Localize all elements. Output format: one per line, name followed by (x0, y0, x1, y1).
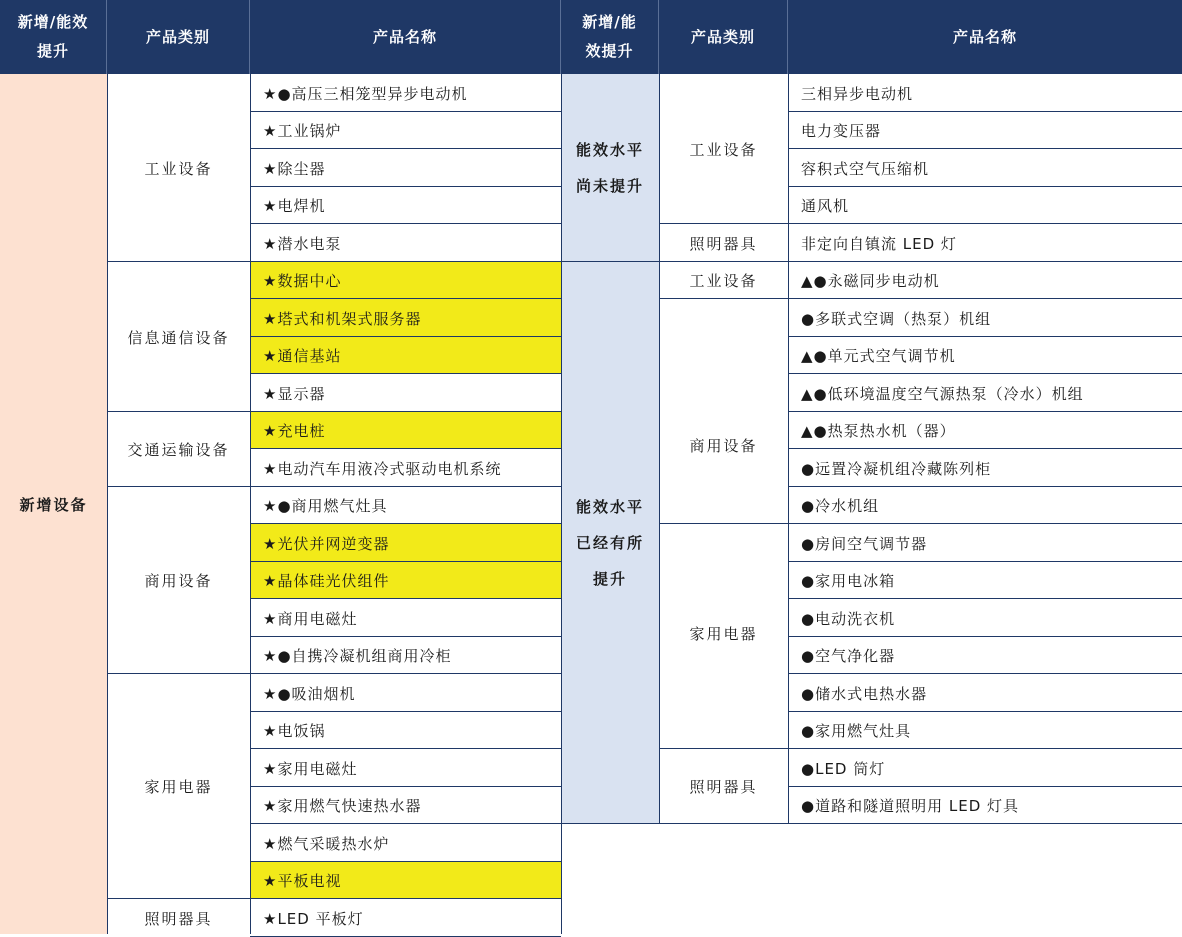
left-category-5-text: 照明器具 (144, 909, 213, 928)
grid-line (250, 373, 561, 374)
new-equipment-label: 新增设备 (19, 495, 88, 514)
right-product-row-text: ●道路和隧道照明用 LED 灯具 (801, 797, 1020, 815)
left-product-row-text: ★光伏并网逆变器 (263, 534, 390, 553)
right-product-row-text: ●房间空气调节器 (801, 534, 928, 553)
grid-line (788, 111, 1182, 112)
header-col2 (107, 0, 250, 74)
right-product-row (788, 412, 1182, 449)
left-category-2 (107, 412, 250, 487)
right-product-row (788, 749, 1182, 787)
left-product-row-text: ★显示器 (263, 384, 326, 403)
grid-line (788, 186, 1182, 187)
left-category-4-text: 家用电器 (144, 778, 213, 796)
right-category-2-text: 工业设备 (689, 272, 758, 290)
grid-line (250, 186, 561, 187)
right-product-row-text: ▲●热泵热水机（器） (801, 422, 956, 440)
right-product-row-text: 三相异步电动机 (801, 84, 914, 103)
grid-line (107, 261, 250, 262)
grid-line (250, 74, 251, 934)
grid-line (250, 336, 561, 337)
grid-line (659, 223, 788, 224)
right-product-row-text: ▲●低环境温度空气源热泵（冷水）机组 (801, 384, 1084, 403)
grid-line (788, 823, 1182, 824)
right-product-row-text: ▲●单元式空气调节机 (801, 347, 956, 365)
left-category-3-text: 商用设备 (144, 572, 213, 590)
right-product-row (788, 74, 1182, 112)
right-category-0 (659, 74, 788, 224)
grid-line (788, 486, 1182, 487)
grid-line (788, 786, 1182, 787)
left-product-row (250, 262, 561, 299)
grid-line (788, 636, 1182, 637)
grid-line (107, 411, 250, 412)
left-product-row-text: ★潜水电泵 (263, 234, 342, 253)
right-product-row (788, 674, 1182, 712)
left-product-row-text: ★商用电磁灶 (263, 609, 358, 628)
grid-line (250, 711, 561, 712)
grid-line (659, 823, 788, 824)
left-product-row-text: ★电饭锅 (263, 722, 326, 740)
left-product-row (250, 187, 561, 224)
left-product-row (250, 487, 561, 524)
grid-line (788, 373, 1182, 374)
right-category-3 (659, 299, 788, 524)
left-category-0-text: 工业设备 (144, 159, 213, 178)
header-col3-label: 产品名称 (372, 27, 437, 46)
right-product-row (788, 374, 1182, 412)
left-product-row (250, 374, 561, 412)
right-product-row-text: ●多联式空调（热泵）机组 (801, 309, 992, 328)
efficiency-group-0 (561, 74, 659, 262)
header-col6-label: 产品名称 (952, 27, 1017, 46)
header-col4 (561, 0, 659, 74)
grid-line (788, 448, 1182, 449)
grid-line (788, 748, 1182, 749)
right-product-row (788, 787, 1182, 824)
grid-line (788, 298, 1182, 299)
grid-line (250, 636, 561, 637)
right-category-5 (659, 749, 788, 824)
grid-line (250, 523, 561, 524)
left-product-row-text: ★家用电磁灶 (263, 759, 358, 778)
grid-line (659, 298, 788, 299)
left-product-row (250, 899, 561, 937)
left-product-row (250, 449, 561, 487)
left-product-row-text: ★●吸油烟机 (263, 684, 356, 703)
right-category-4-text: 家用电器 (689, 625, 758, 643)
left-product-row-text: ★LED 平板灯 (263, 909, 364, 928)
grid-line (788, 561, 1182, 562)
right-category-2 (659, 262, 788, 299)
grid-line (250, 223, 561, 224)
right-product-row-text: 容积式空气压缩机 (801, 159, 930, 178)
header-col1 (0, 0, 107, 74)
left-product-row (250, 412, 561, 449)
grid-line (788, 74, 789, 824)
right-product-row-text: ●冷水机组 (801, 497, 880, 515)
grid-line (107, 486, 250, 487)
grid-line (250, 786, 561, 787)
right-product-row-text: 通风机 (801, 197, 850, 215)
grid-line (788, 711, 1182, 712)
right-category-5-text: 照明器具 (689, 778, 758, 796)
right-product-row (788, 187, 1182, 224)
grid-line (788, 148, 1182, 149)
grid-line (250, 748, 561, 749)
left-product-row-text: ★平板电视 (263, 872, 342, 890)
right-product-row-text: ●电动洗衣机 (801, 609, 896, 628)
grid-line (250, 148, 561, 149)
right-product-row (788, 149, 1182, 187)
grid-line (659, 261, 788, 262)
left-product-row (250, 224, 561, 262)
header-col6 (788, 0, 1182, 74)
left-product-row (250, 637, 561, 674)
grid-line (250, 598, 561, 599)
left-product-row (250, 74, 561, 112)
right-product-row-text: ●家用电冰箱 (801, 572, 896, 590)
left-product-row (250, 599, 561, 637)
right-product-row (788, 112, 1182, 149)
grid-line (250, 261, 561, 262)
left-product-row (250, 112, 561, 149)
right-product-row-text: 非定向自镇流 LED 灯 (801, 234, 957, 253)
grid-line (250, 298, 561, 299)
left-product-row-text: ★电焊机 (263, 197, 326, 215)
header-col5 (659, 0, 788, 74)
left-product-row (250, 562, 561, 599)
left-product-row (250, 674, 561, 712)
grid-line (107, 898, 250, 899)
left-category-3 (107, 487, 250, 674)
left-product-row-text: ★●高压三相笼型异步电动机 (263, 84, 468, 103)
right-product-row-text: ▲●永磁同步电动机 (801, 272, 940, 290)
left-category-0 (107, 74, 250, 262)
left-product-row-text: ★晶体硅光伏组件 (263, 572, 390, 590)
right-product-row (788, 262, 1182, 299)
grid-line (107, 74, 108, 934)
grid-line (788, 336, 1182, 337)
grid-line (659, 523, 788, 524)
left-product-row (250, 824, 561, 862)
grid-line (788, 411, 1182, 412)
new-equipment-group (0, 74, 107, 934)
left-product-row (250, 149, 561, 187)
grid-line (250, 861, 561, 862)
grid-line (659, 74, 660, 824)
left-category-5 (107, 899, 250, 937)
right-product-row (788, 524, 1182, 562)
grid-line (561, 74, 562, 934)
grid-line (250, 411, 561, 412)
left-product-row-text: ★●商用燃气灶具 (263, 497, 388, 515)
grid-line (561, 823, 659, 824)
left-product-row-text: ★●自携冷凝机组商用冷柜 (263, 647, 452, 665)
right-product-row-text: 电力变压器 (801, 122, 882, 140)
efficiency-group-0-text: 能效水平 尚未提升 (575, 141, 644, 195)
left-category-1 (107, 262, 250, 412)
grid-line (107, 673, 250, 674)
right-product-row (788, 224, 1182, 262)
header-col2-label: 产品类别 (145, 27, 210, 46)
right-category-3-text: 商用设备 (689, 437, 758, 455)
left-product-row (250, 862, 561, 899)
left-product-row-text: ★通信基站 (263, 347, 342, 365)
left-product-row-text: ★除尘器 (263, 159, 326, 178)
grid-line (250, 448, 561, 449)
right-product-row-text: ●远置冷凝机组冷藏陈列柜 (801, 459, 992, 478)
grid-line (788, 261, 1182, 262)
left-product-row-text: ★工业锅炉 (263, 122, 342, 140)
grid-line (250, 673, 561, 674)
right-product-row-text: ●空气净化器 (801, 647, 896, 665)
grid-line (788, 223, 1182, 224)
right-product-row-text: ●LED 筒灯 (801, 759, 886, 778)
grid-line (250, 898, 561, 899)
right-product-row-text: ●家用燃气灶具 (801, 722, 912, 740)
left-product-row-text: ★家用燃气快速热水器 (263, 797, 422, 815)
grid-line (788, 598, 1182, 599)
right-product-row (788, 337, 1182, 374)
left-product-row-text: ★数据中心 (263, 272, 342, 290)
grid-line (250, 561, 561, 562)
left-product-row-text: ★充电桩 (263, 422, 326, 440)
left-category-1-text: 信息通信设备 (127, 328, 230, 347)
grid-line (788, 523, 1182, 524)
left-product-row (250, 337, 561, 374)
right-category-1-text: 照明器具 (689, 234, 758, 253)
right-product-row (788, 712, 1182, 749)
grid-line (250, 823, 561, 824)
right-product-row (788, 562, 1182, 599)
right-category-1 (659, 224, 788, 262)
right-product-row (788, 599, 1182, 637)
left-product-row (250, 524, 561, 562)
right-product-row-text: ●储水式电热水器 (801, 684, 928, 703)
left-product-row (250, 749, 561, 787)
header-col3 (250, 0, 561, 74)
left-category-2-text: 交通运输设备 (127, 441, 230, 459)
right-product-row (788, 449, 1182, 487)
right-product-row (788, 487, 1182, 524)
grid-line (659, 748, 788, 749)
grid-line (250, 111, 561, 112)
grid-line (788, 673, 1182, 674)
left-product-row-text: ★燃气采暖热水炉 (263, 834, 390, 853)
efficiency-group-1 (561, 262, 659, 824)
right-category-0-text: 工业设备 (689, 140, 758, 159)
left-product-row (250, 712, 561, 749)
right-category-4 (659, 524, 788, 749)
left-product-row (250, 299, 561, 337)
grid-line (250, 486, 561, 487)
efficiency-group-1-text: 能效水平 已经有所 提升 (575, 498, 644, 588)
left-product-row (250, 787, 561, 824)
header-col4-label: 新增/能 效提升 (582, 13, 637, 60)
left-category-4 (107, 674, 250, 899)
right-product-row (788, 299, 1182, 337)
left-product-row-text: ★电动汽车用液冷式驱动电机系统 (263, 459, 502, 478)
right-product-row (788, 637, 1182, 674)
left-product-row-text: ★塔式和机架式服务器 (263, 309, 422, 328)
header-col1-label: 新增/能效 提升 (17, 13, 89, 60)
grid-line (561, 261, 659, 262)
header-col5-label: 产品类别 (690, 27, 755, 46)
